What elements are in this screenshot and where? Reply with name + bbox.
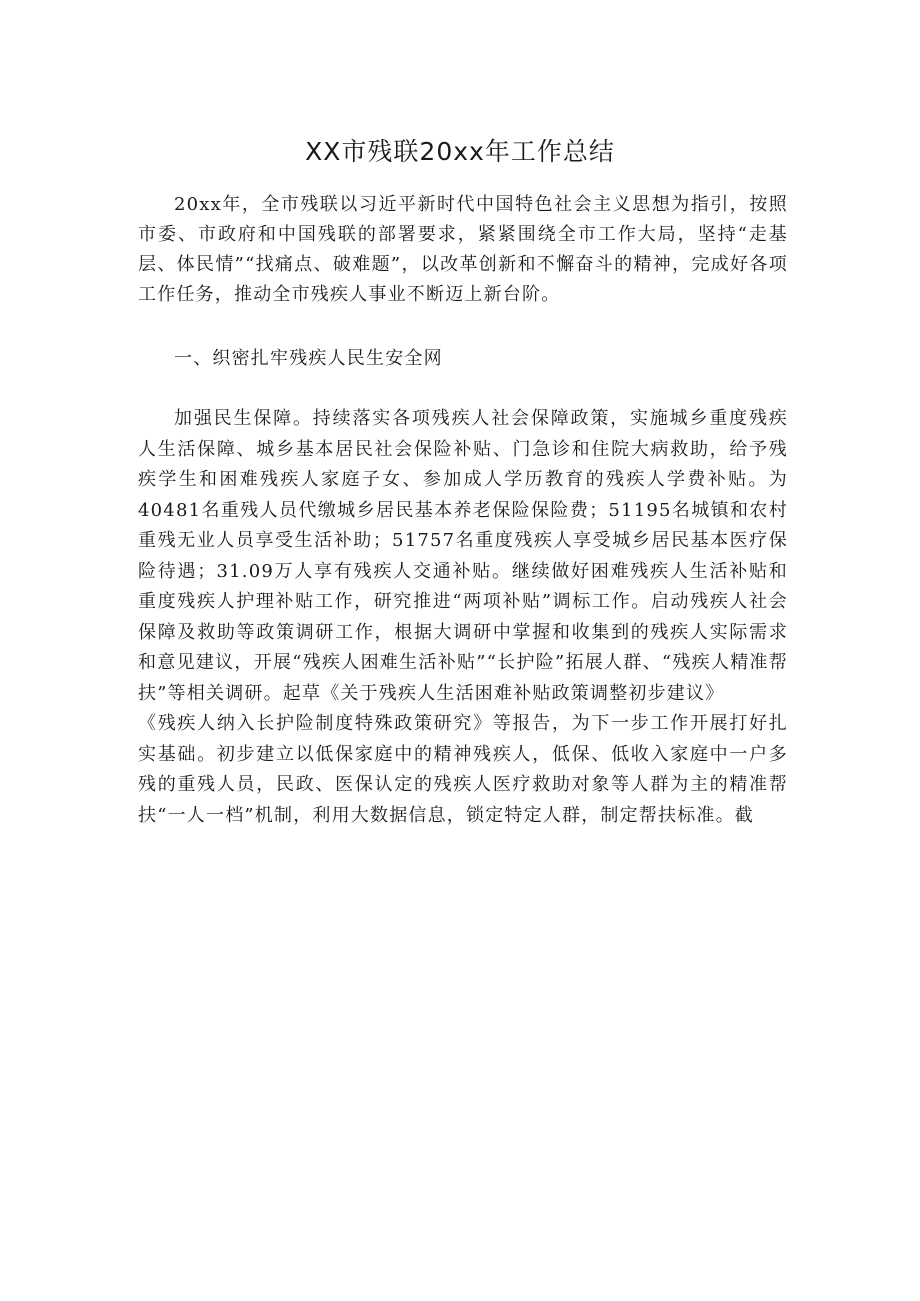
section1-paragraph-1: 加强民生保障。持续落实各项残疾人社会保障政策，实施城乡重度残疾人生活保障、城乡基本居民社会保险补贴、门急诊和住院大病救助，给予残疾学生和困难残疾人家庭子女、参加成人学历教育的残疾人学费补贴。为40481名重残人员代缴城乡居民基本养老保险保险费；51195名城镇和农村重残无业人员享受生活补助；51757名重度残疾人享受城乡居民基本医疗保险待遇；31.09万人享有残疾人交通补贴。继续做好困难残疾人生活补贴和重度残疾人护理补贴工作，研究推进“两项补贴”调标工作。启动残疾人社会保障及救助等政策调研工作，根据大调研中掌握和收集到的残疾人实际需求和意见建议，开展“残疾人困难生活补贴”“长护险”拓展人群、“残疾人精准帮扶”等相关调研。起草《关于残疾人生活困难补贴政策调整初步建议》 [138,408,788,704]
section1-paragraph-2: 《残疾人纳入长护险制度特殊政策研究》等报告，为下一步工作开展打好扎实基础。初步建立以低保家庭中的精神残疾人，低保、低收入家庭中一户多残的重残人员，民政、医保认定的残疾人医疗救助对象等人群为主的精准帮扶“一人一档”机制，利用大数据信息，锁定特定人群，制定帮扶标准。截 [138,713,788,826]
document-title: XX市残联20xx年工作总结 [305,137,615,166]
document-body [138,190,788,831]
section-heading-1: 一、织密扎牢残疾人民生安全网 [174,348,443,369]
intro-paragraph: 20xx年，全市残联以习近平新时代中国特色社会主义思想为指引，按照市委、市政府和中国残联的部署要求，紧紧围绕全市工作大局，坚持“走基层、体民情”“找痛点、破难题”，以改革创新和不懈奋斗的精神，完成好各项工作任务，推动全市残疾人事业不断迈上新台阶。 [138,194,788,305]
